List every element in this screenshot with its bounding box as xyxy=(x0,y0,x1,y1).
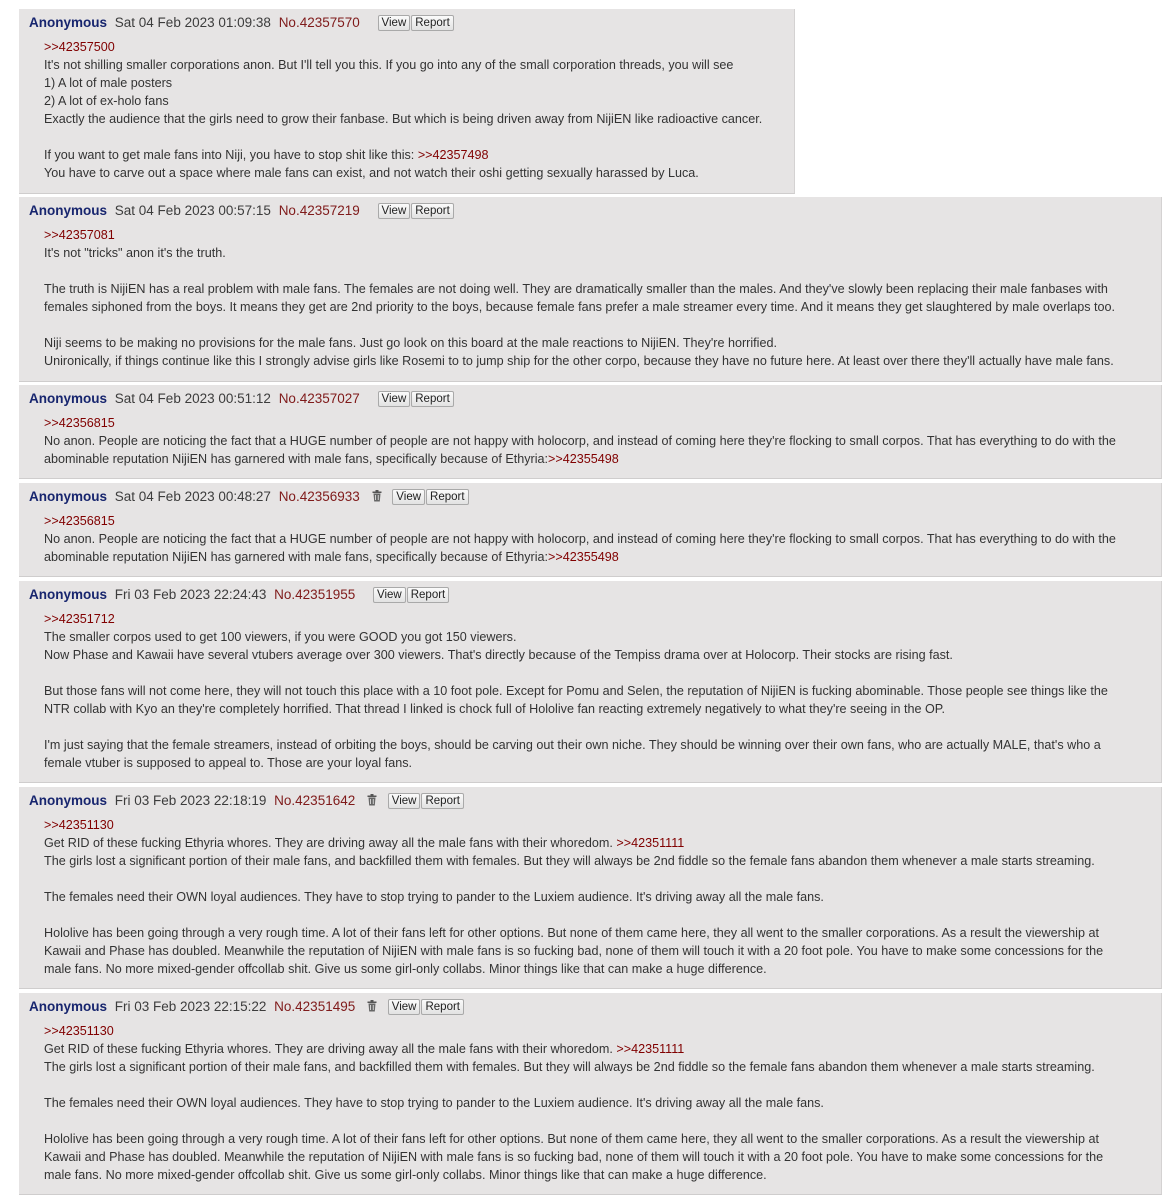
message-line: Kawaii and Phase has doubled. Meanwhile the reputation of NijiEN with male fans is so fucking bad, none of them will touch it with a 20 foot pole. You have to make some concessions for the xyxy=(44,944,1104,958)
post-date: Sat 04 Feb 2023 00:48:27 xyxy=(114,489,271,504)
message-line xyxy=(44,664,1153,682)
quote-link[interactable]: >>42356815 xyxy=(44,514,115,528)
post-header xyxy=(29,792,464,810)
quote-link[interactable]: >>42357498 xyxy=(417,148,489,162)
message-line: The smaller corpos used to get 100 viewers, if you were GOOD you got 150 viewers. xyxy=(44,630,517,644)
reply-post xyxy=(19,993,1162,1195)
message-line: The females need their OWN loyal audiences. They have to stop trying to pander to the Luxiem audience. It's driving away all the male fans. xyxy=(44,1096,824,1110)
post-number[interactable]: No.42351495 xyxy=(274,999,356,1014)
message-line: Hololive has been going through a very rough time. A lot of their fans left for other options. But none of them came here, they all went to the smaller corporations. As a result the viewership at xyxy=(44,926,1099,940)
view-button[interactable]: View xyxy=(378,391,411,407)
message-line: females siphoned from the boys. It means they get are 2nd priority to the boys, because female fans prefer a male streamer every time. And it means they get slaughtered by male overlaps too. xyxy=(44,300,1116,314)
post-date: Fri 03 Feb 2023 22:15:22 xyxy=(114,999,267,1014)
quote-link[interactable]: >>42355498 xyxy=(548,550,619,564)
message-line: Unironically, if things continue like this I strongly advise girls like Rosemi to to jump ship for the other corpo, because they have no future here. At least over there they'll actually have male fans. xyxy=(44,354,1114,368)
post-date: Fri 03 Feb 2023 22:24:43 xyxy=(114,587,267,602)
report-button[interactable]: Report xyxy=(407,587,450,603)
view-button[interactable]: View xyxy=(378,203,411,219)
message-line: It's not shilling smaller corporations anon. But I'll tell you this. If you go into any of the small corporation threads, you will see xyxy=(44,58,734,72)
post-number[interactable]: No.42351955 xyxy=(274,587,356,602)
message-line: I'm just saying that the female streamers, instead of orbiting the boys, should be carving out their own niche. They should be winning over their own fans, who are actually MALE, that's who a xyxy=(44,738,1101,752)
message-line xyxy=(44,1076,1153,1094)
post-message xyxy=(44,1022,1153,1184)
message-line: Exactly the audience that the girls need to grow their fanbase. But which is being driven away from NijiEN like radioactive cancer. xyxy=(44,112,763,126)
message-line: The girls lost a significant portion of their male fans, and backfilled them with females. But they will always be 2nd fiddle so the female fans abandon them whenever a male starts streaming. xyxy=(44,854,1095,868)
quote-link[interactable]: >>42351712 xyxy=(44,612,115,626)
poster-name: Anonymous xyxy=(29,391,108,406)
post-header xyxy=(29,202,454,220)
post-number[interactable]: No.42351642 xyxy=(274,793,356,808)
report-button[interactable]: Report xyxy=(411,203,454,219)
message-line: abominable reputation NijiEN has garnered with male fans, specifically because of Ethyria: xyxy=(44,452,549,466)
message-line: NTR collab with Kyo an they're completely horrified. That thread I linked is chock full of Hololive fan reacting extremely negatively to what they're seeing in the OP. xyxy=(44,702,946,716)
post-number[interactable]: No.42357570 xyxy=(278,15,360,30)
post-message xyxy=(44,226,1153,370)
post-date: Fri 03 Feb 2023 22:18:19 xyxy=(114,793,267,808)
view-button[interactable]: View xyxy=(392,489,425,505)
poster-name: Anonymous xyxy=(29,999,108,1014)
message-line: Hololive has been going through a very rough time. A lot of their fans left for other options. But none of them came here, they all went to the smaller corporations. As a result the viewership at xyxy=(44,1132,1099,1146)
view-button[interactable]: View xyxy=(388,999,421,1015)
post-header xyxy=(29,14,454,32)
trash-icon[interactable] xyxy=(367,999,377,1011)
message-line xyxy=(44,906,1153,924)
message-line: But those fans will not come here, they will not touch this place with a 10 foot pole. Except for Pomu and Selen, the reputation of NijiEN is fucking abominable. Those people see things like the xyxy=(44,684,1108,698)
post-message xyxy=(44,414,1153,468)
post-header xyxy=(29,390,454,408)
quote-link[interactable]: >>42351111 xyxy=(616,836,685,850)
message-line: The truth is NijiEN has a real problem with male fans. The females are not doing well. They are dramatically smaller than the males. And they've slowly been replacing their male fanbases with xyxy=(44,282,1108,296)
reply-post xyxy=(19,787,1162,989)
message-line xyxy=(44,718,1153,736)
message-line: 2) A lot of ex-holo fans xyxy=(44,94,169,108)
post-message xyxy=(44,610,1153,772)
message-line: male fans. No more mixed-gender offcollab shit. Give us some girl-only collabs. Minor things like that can make a huge difference. xyxy=(44,962,767,976)
message-line xyxy=(44,128,786,146)
quote-link[interactable]: >>42356815 xyxy=(44,416,115,430)
message-line: It's not "tricks" anon it's the truth. xyxy=(44,246,226,260)
report-button[interactable]: Report xyxy=(421,793,464,809)
post-number[interactable]: No.42356933 xyxy=(278,489,360,504)
message-line: Get RID of these fucking Ethyria whores. They are driving away all the male fans with their whoredom. xyxy=(44,1042,617,1056)
post-header xyxy=(29,488,469,506)
post-number[interactable]: No.42357027 xyxy=(278,391,360,406)
message-line: The females need their OWN loyal audiences. They have to stop trying to pander to the Luxiem audience. It's driving away all the male fans. xyxy=(44,890,824,904)
quote-link[interactable]: >>42351111 xyxy=(616,1042,685,1056)
poster-name: Anonymous xyxy=(29,587,108,602)
post-date: Sat 04 Feb 2023 01:09:38 xyxy=(114,15,271,30)
message-line xyxy=(44,1112,1153,1130)
message-line: Now Phase and Kawaii have several vtubers average over 300 viewers. That's directly because of the Tempiss drama over at Holocorp. Their stocks are rising fast. xyxy=(44,648,953,662)
report-button[interactable]: Report xyxy=(426,489,469,505)
trash-icon[interactable] xyxy=(372,489,382,501)
message-line: male fans. No more mixed-gender offcollab shit. Give us some girl-only collabs. Minor things like that can make a huge difference. xyxy=(44,1168,767,1182)
quote-link[interactable]: >>42357500 xyxy=(44,40,115,54)
quote-link[interactable]: >>42357081 xyxy=(44,228,115,242)
report-button[interactable]: Report xyxy=(421,999,464,1015)
poster-name: Anonymous xyxy=(29,203,108,218)
post-message xyxy=(44,816,1153,978)
poster-name: Anonymous xyxy=(29,489,108,504)
message-line: No anon. People are noticing the fact that a HUGE number of people are not happy with holocorp, and instead of coming here they're flocking to small corpos. That has everything to do with the xyxy=(44,532,1116,546)
quote-link[interactable]: >>42355498 xyxy=(548,452,619,466)
report-button[interactable]: Report xyxy=(411,15,454,31)
message-line: If you want to get male fans into Niji, you have to stop shit like this: xyxy=(44,148,418,162)
post-header xyxy=(29,998,464,1016)
quote-link[interactable]: >>42351130 xyxy=(44,1024,114,1038)
view-button[interactable]: View xyxy=(378,15,411,31)
post-date: Sat 04 Feb 2023 00:57:15 xyxy=(114,203,271,218)
message-line: Niji seems to be making no provisions for the male fans. Just go look on this board at the male reactions to NijiEN. They're horrified. xyxy=(44,336,777,350)
view-button[interactable]: View xyxy=(373,587,406,603)
post-date: Sat 04 Feb 2023 00:51:12 xyxy=(114,391,271,406)
message-line: female vtuber is supposed to appeal to. Those are your loyal fans. xyxy=(44,756,413,770)
message-line xyxy=(44,262,1153,280)
message-line: abominable reputation NijiEN has garnered with male fans, specifically because of Ethyria: xyxy=(44,550,549,564)
message-line: 1) A lot of male posters xyxy=(44,76,173,90)
post-header xyxy=(29,586,449,604)
message-line: You have to carve out a space where male fans can exist, and not watch their oshi getting sexually harassed by Luca. xyxy=(44,166,699,180)
message-line: The girls lost a significant portion of their male fans, and backfilled them with females. But they will always be 2nd fiddle so the female fans abandon them whenever a male starts streaming. xyxy=(44,1060,1095,1074)
post-number[interactable]: No.42357219 xyxy=(278,203,360,218)
reply-post xyxy=(19,197,1162,382)
trash-icon[interactable] xyxy=(367,793,377,805)
reply-post xyxy=(19,9,795,194)
reply-post xyxy=(19,385,1162,479)
post-message xyxy=(44,512,1153,566)
message-line: Kawaii and Phase has doubled. Meanwhile the reputation of NijiEN with male fans is so fucking bad, none of them will touch it with a 20 foot pole. You have to make some concessions for the xyxy=(44,1150,1104,1164)
message-line xyxy=(44,316,1153,334)
post-message xyxy=(44,38,786,182)
reply-post xyxy=(19,483,1162,577)
message-line: No anon. People are noticing the fact that a HUGE number of people are not happy with holocorp, and instead of coming here they're flocking to small corpos. That has everything to do with the xyxy=(44,434,1116,448)
quote-link[interactable]: >>42351130 xyxy=(44,818,114,832)
poster-name: Anonymous xyxy=(29,15,108,30)
message-line xyxy=(44,870,1153,888)
poster-name: Anonymous xyxy=(29,793,108,808)
message-line: Get RID of these fucking Ethyria whores. They are driving away all the male fans with their whoredom. xyxy=(44,836,617,850)
view-button[interactable]: View xyxy=(388,793,421,809)
reply-post xyxy=(19,581,1162,783)
report-button[interactable]: Report xyxy=(411,391,454,407)
